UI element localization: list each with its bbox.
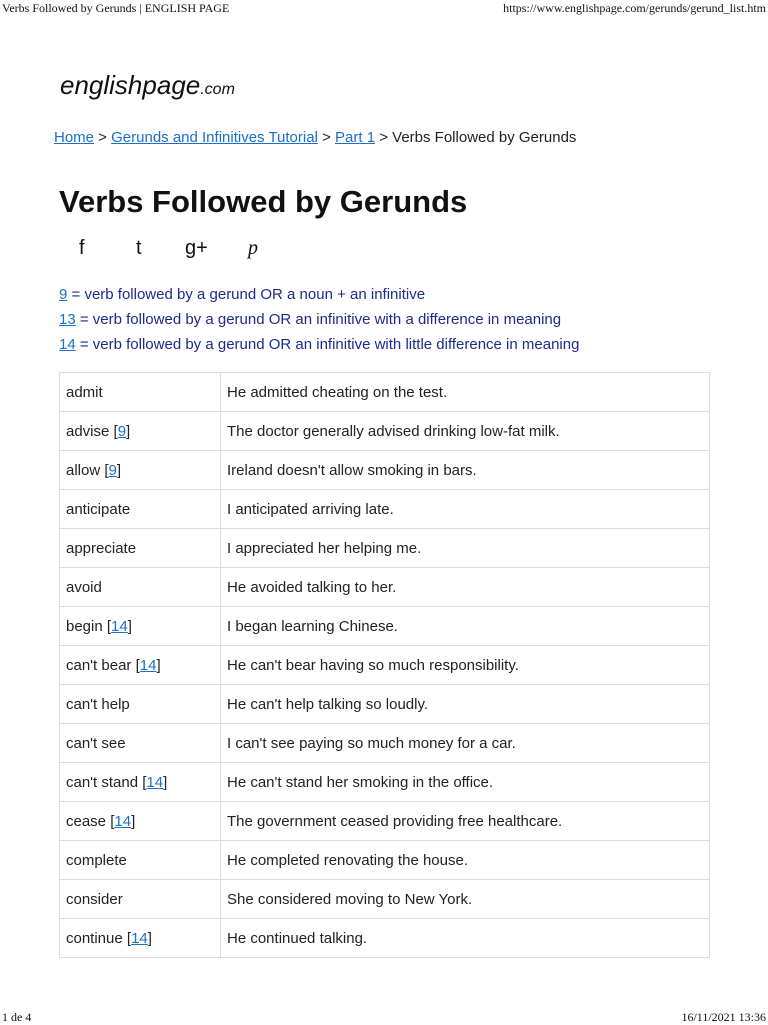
verb-cell: can't bear [14]	[60, 646, 221, 685]
verbs-table	[59, 372, 710, 958]
example-cell: He completed renovating the house.	[221, 841, 710, 880]
example-cell: He avoided talking to her.	[221, 568, 710, 607]
table-row	[60, 451, 710, 490]
verb-text: consider	[66, 890, 123, 908]
page-title: Verbs Followed by Gerunds	[59, 184, 468, 219]
example-cell: He admitted cheating on the test.	[221, 373, 710, 412]
verb-text: can't help	[66, 695, 130, 713]
example-cell: He continued talking.	[221, 919, 710, 958]
table-row	[60, 919, 710, 958]
verb-cell	[60, 568, 221, 607]
table-row	[60, 529, 710, 568]
breadcrumb-tutorial-link[interactable]: Gerunds and Infinitives Tutorial	[111, 129, 318, 146]
legend-number-link[interactable]: 13	[59, 311, 76, 328]
googleplus-icon[interactable]: g+	[185, 237, 208, 259]
verb-cell	[60, 724, 221, 763]
example-cell: Ireland doesn't allow smoking in bars.	[221, 451, 710, 490]
legend-item	[59, 286, 425, 303]
print-header	[0, 0, 768, 18]
breadcrumb	[54, 129, 576, 146]
legend-text: = verb followed by a gerund OR an infinitive with a difference in meaning	[75, 311, 562, 328]
verb-cell	[60, 490, 221, 529]
verb-cell: continue [14]	[60, 919, 221, 958]
example-cell: I appreciated her helping me.	[221, 529, 710, 568]
logo-wordmark: englishpage	[60, 70, 201, 100]
breadcrumb-part-link[interactable]: Part 1	[335, 129, 376, 146]
table-row	[60, 841, 710, 880]
breadcrumb-separator: >	[94, 129, 112, 146]
table-row	[60, 802, 710, 841]
verb-cell	[60, 880, 221, 919]
example-cell: She considered moving to New York.	[221, 880, 710, 919]
verb-reference-link[interactable]: 9	[117, 422, 127, 440]
verb-cell	[60, 841, 221, 880]
logo-tld: .com	[200, 81, 235, 98]
breadcrumb-separator: >	[375, 129, 393, 146]
print-header-title: Verbs Followed by Gerunds | ENGLISH PAGE	[2, 1, 230, 15]
twitter-icon[interactable]: t	[136, 237, 142, 259]
breadcrumb-current: Verbs Followed by Gerunds	[392, 129, 577, 146]
verb-text: appreciate	[66, 539, 137, 557]
example-cell: I began learning Chinese.	[221, 607, 710, 646]
verb-reference-link[interactable]: 14	[139, 656, 157, 674]
site-logo[interactable]	[60, 70, 235, 101]
verb-text: begin	[66, 617, 103, 635]
legend-text: = verb followed by a gerund OR a noun + an infinitive	[67, 286, 426, 303]
pinterest-icon[interactable]: p	[248, 237, 258, 259]
legend-item	[59, 311, 561, 328]
verb-text: cease	[66, 812, 107, 830]
verb-reference-link[interactable]: 9	[108, 461, 117, 479]
verb-text: admit	[66, 383, 103, 401]
verb-cell	[60, 685, 221, 724]
verb-cell	[60, 373, 221, 412]
verb-text: anticipate	[66, 500, 131, 518]
example-cell: The government ceased providing free healthcare.	[221, 802, 710, 841]
verb-cell: cease [14]	[60, 802, 221, 841]
legend-number-link[interactable]: 14	[59, 336, 76, 353]
table-row	[60, 880, 710, 919]
verb-text: avoid	[66, 578, 102, 596]
verb-text: allow	[66, 461, 101, 479]
verb-text: can't see	[66, 734, 126, 752]
verb-text: continue	[66, 929, 123, 947]
legend-text: = verb followed by a gerund OR an infinitive with little difference in meaning	[75, 336, 580, 353]
verb-text: complete	[66, 851, 127, 869]
example-cell: The doctor generally advised drinking low-fat milk.	[221, 412, 710, 451]
verb-text: advise	[66, 422, 110, 440]
table-row	[60, 763, 710, 802]
print-footer-page: 1 de 4	[2, 1010, 32, 1024]
example-cell: He can't bear having so much responsibility.	[221, 646, 710, 685]
example-cell: He can't help talking so loudly.	[221, 685, 710, 724]
legend-item	[59, 336, 579, 353]
table-row	[60, 685, 710, 724]
example-cell: He can't stand her smoking in the office.	[221, 763, 710, 802]
verbs-table-body	[60, 373, 710, 958]
table-row	[60, 646, 710, 685]
verb-text: can't bear	[66, 656, 132, 674]
table-row	[60, 373, 710, 412]
facebook-icon[interactable]: f	[79, 237, 85, 259]
example-cell: I can't see paying so much money for a car.	[221, 724, 710, 763]
verb-cell: advise [9]	[60, 412, 221, 451]
table-row	[60, 607, 710, 646]
print-header-url: https://www.englishpage.com/gerunds/gerund_list.htm	[503, 1, 766, 15]
print-footer	[0, 1008, 768, 1024]
example-cell: I anticipated arriving late.	[221, 490, 710, 529]
verb-reference-link[interactable]: 14	[131, 929, 148, 947]
table-row	[60, 412, 710, 451]
legend-number-link[interactable]: 9	[59, 286, 68, 303]
print-footer-date: 16/11/2021 13:36	[681, 1010, 766, 1024]
breadcrumb-home-link[interactable]: Home	[54, 129, 95, 146]
verb-reference-link[interactable]: 14	[146, 773, 164, 791]
verb-cell	[60, 529, 221, 568]
verb-reference-link[interactable]: 14	[114, 812, 132, 830]
verb-reference-link[interactable]: 14	[111, 617, 128, 635]
table-row	[60, 568, 710, 607]
table-row	[60, 724, 710, 763]
verb-text: can't stand	[66, 773, 139, 791]
verb-cell: can't stand [14]	[60, 763, 221, 802]
breadcrumb-separator: >	[317, 129, 336, 146]
verb-cell: begin [14]	[60, 607, 221, 646]
table-row	[60, 490, 710, 529]
verb-cell: allow [9]	[60, 451, 221, 490]
